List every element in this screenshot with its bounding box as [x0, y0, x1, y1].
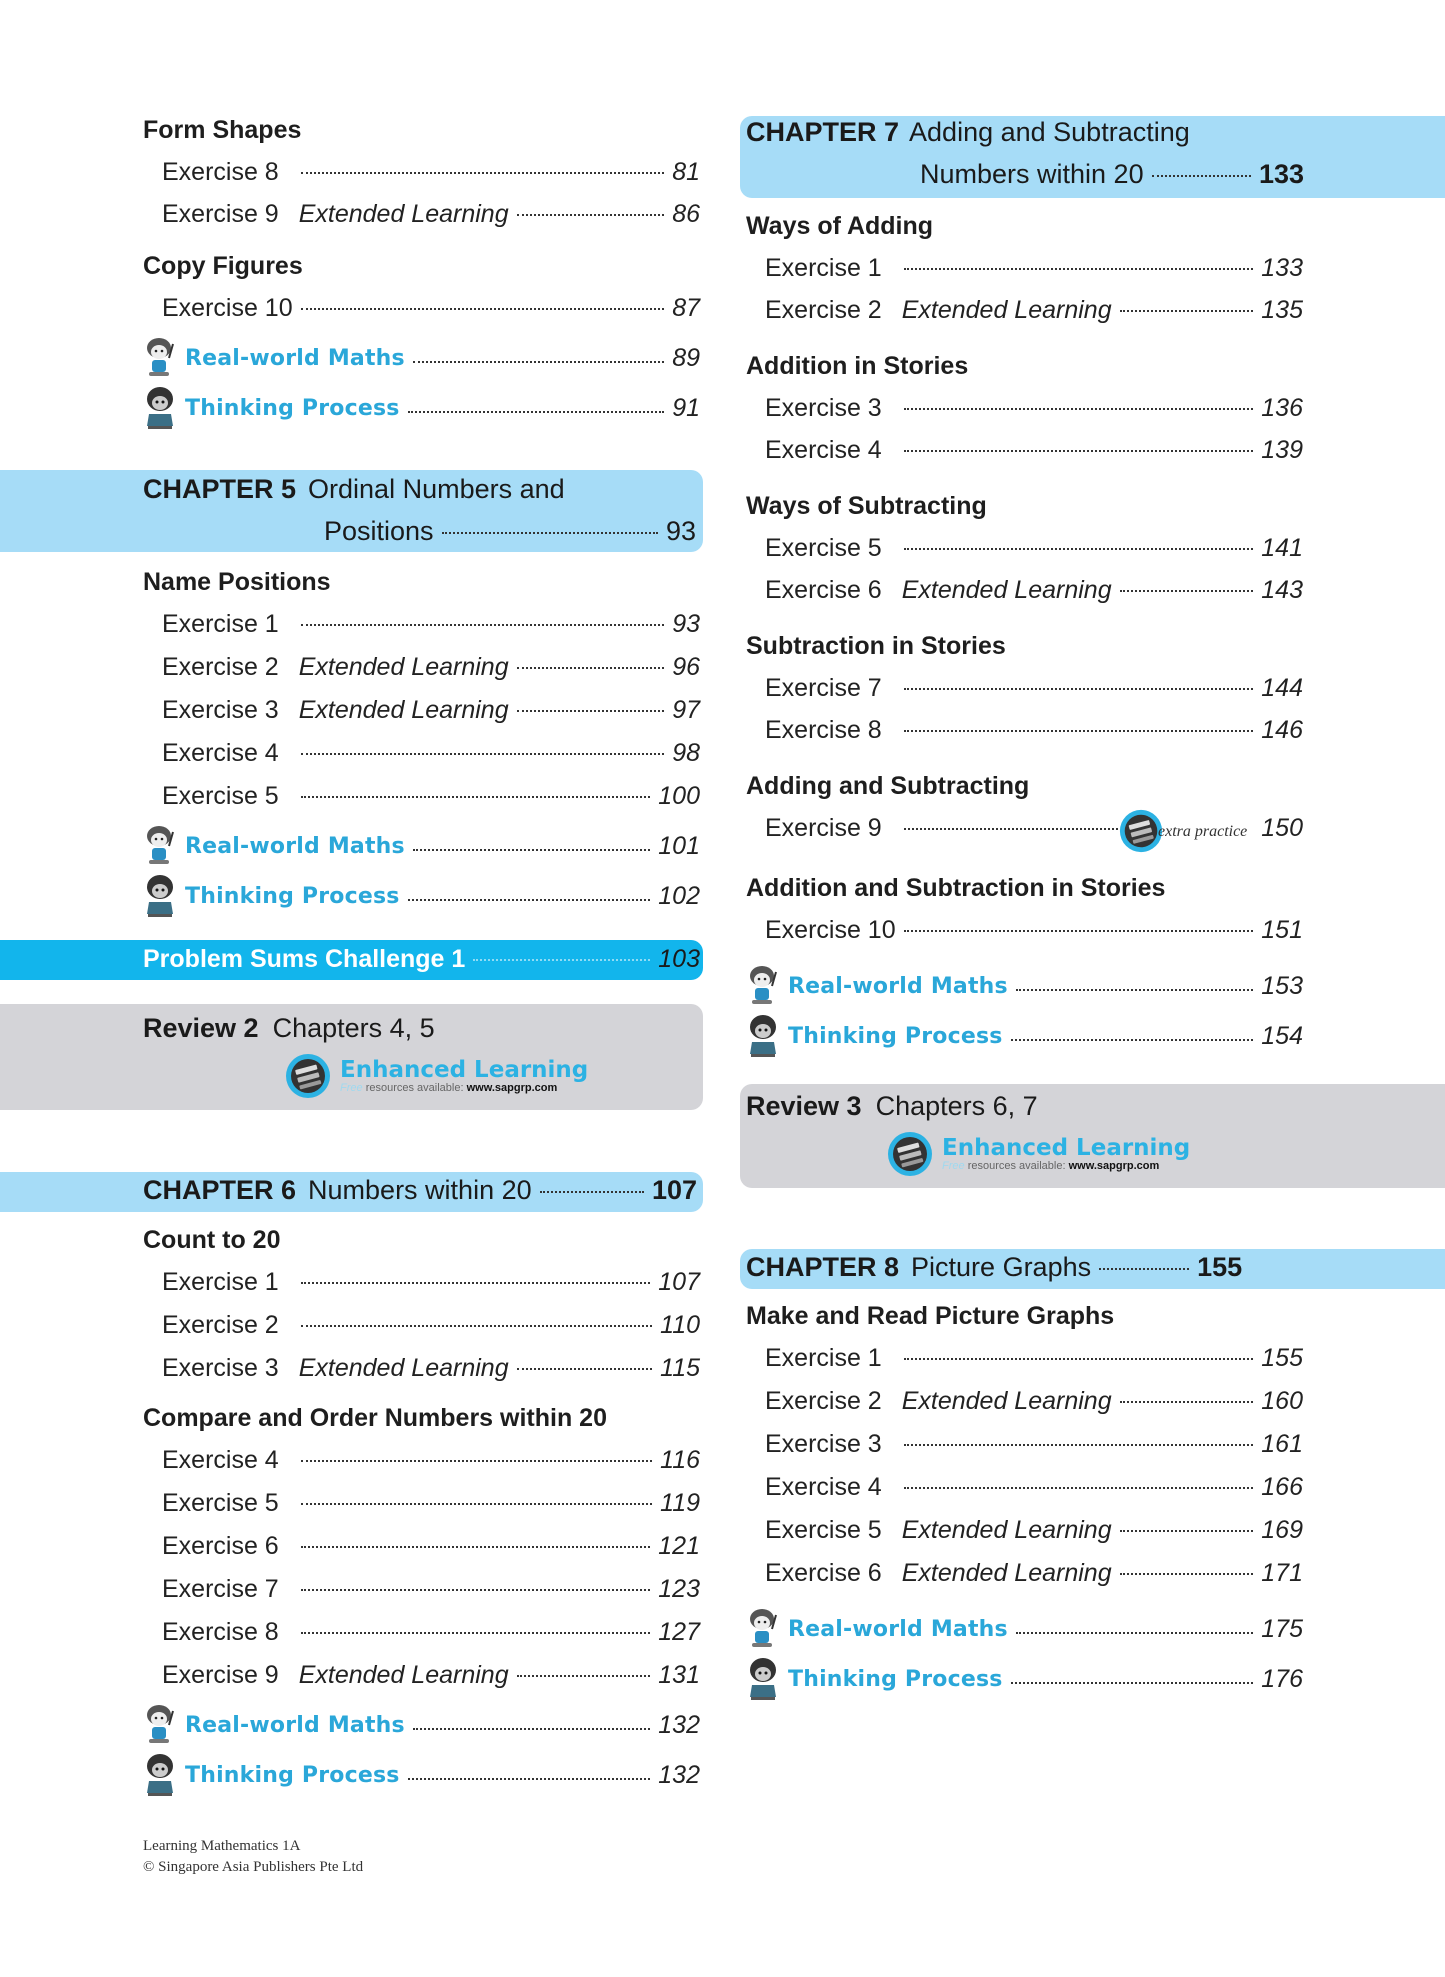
feature-label: Thinking Process: [185, 395, 400, 421]
dot-leader: [1016, 1632, 1253, 1634]
exercise-label: Exercise 1: [765, 1344, 882, 1372]
boy-thinking-icon: [143, 1753, 181, 1797]
page-number: 123: [658, 1575, 700, 1603]
exercise-label: Exercise 6: [765, 576, 882, 604]
dot-leader: [413, 361, 664, 363]
enhanced-learning-icon: [284, 1052, 332, 1100]
page-number: 175: [1261, 1614, 1303, 1643]
exercise-label: Exercise 9: [162, 200, 279, 228]
exercise-label: Exercise 3: [765, 1430, 882, 1458]
chapter-title-cont: Numbers within 20: [920, 159, 1144, 189]
page-number: 151: [1261, 916, 1303, 944]
chapter-title: Ordinal Numbers and: [308, 474, 565, 504]
boy-thinking-icon: [746, 1657, 784, 1701]
toc-entry[interactable]: [765, 1516, 1303, 1550]
chapter-7-title-line2[interactable]: [920, 159, 1304, 190]
page-number: 116: [660, 1446, 700, 1474]
page-number: 97: [672, 696, 700, 724]
dot-leader: [1120, 1573, 1254, 1575]
toc-entry[interactable]: [765, 1559, 1303, 1593]
chapter-5-title-line1[interactable]: [143, 474, 565, 505]
page-number: 121: [658, 1532, 700, 1560]
page-number: 81: [672, 158, 700, 186]
badge-title: Enhanced Learning: [340, 1057, 589, 1083]
problem-sums-challenge-entry[interactable]: [143, 945, 700, 974]
dot-leader: [904, 828, 1118, 830]
page-number: 93: [672, 610, 700, 638]
page-number: 153: [1261, 971, 1303, 1000]
dot-leader: [904, 1358, 1254, 1360]
dot-leader: [904, 688, 1254, 690]
dot-leader: [904, 1487, 1254, 1489]
exercise-label: Exercise 8: [765, 716, 882, 744]
page-number: 160: [1261, 1387, 1303, 1415]
exercise-label: Exercise 6: [162, 1532, 279, 1560]
feature-label: Real-world Maths: [185, 345, 405, 371]
toc-entry[interactable]: [765, 296, 1303, 330]
toc-entry[interactable]: [162, 739, 700, 773]
section-heading-name-positions: Name Positions: [143, 568, 331, 596]
toc-entry[interactable]: [765, 254, 1303, 288]
page-number: 155: [1197, 1252, 1243, 1282]
feature-label: Real-world Maths: [185, 833, 405, 859]
page-number: 144: [1261, 674, 1303, 702]
dot-leader: [904, 268, 1254, 270]
extended-learning-note: Extended Learning: [901, 576, 1112, 604]
page-number: 96: [672, 653, 700, 681]
feature-entry-thinking-process[interactable]: [746, 1659, 1303, 1699]
toc-entry[interactable]: [765, 576, 1303, 610]
exercise-label: Exercise 8: [162, 158, 279, 186]
dot-leader: [301, 308, 665, 310]
dot-leader: [517, 214, 665, 216]
toc-entry[interactable]: [765, 674, 1303, 708]
dot-leader: [301, 1282, 651, 1284]
dot-leader: [904, 408, 1254, 410]
problem-sums-label: Problem Sums Challenge 1: [143, 945, 466, 973]
exercise-label: Exercise 9: [162, 1661, 279, 1689]
dot-leader: [517, 710, 665, 712]
page-number: 146: [1261, 716, 1303, 744]
dot-leader: [1120, 1530, 1254, 1532]
exercise-label: Exercise 2: [162, 653, 279, 681]
toc-entry[interactable]: [162, 1532, 700, 1566]
page-footer: [143, 1836, 363, 1878]
book-title: Learning Mathematics 1A: [143, 1838, 301, 1854]
feature-entry-real-world-maths[interactable]: [746, 966, 1303, 1006]
page-number: 139: [1261, 436, 1303, 464]
dot-leader: [904, 548, 1254, 550]
dot-leader: [1099, 1268, 1189, 1270]
toc-entry[interactable]: [765, 1387, 1303, 1421]
badge-subtitle: Free resources available: www.sapgrp.com: [340, 1082, 558, 1094]
exercise-label: Exercise 5: [162, 782, 279, 810]
review-chapters: Chapters 4, 5: [272, 1013, 435, 1043]
section-heading-addition-subtraction-stories: Addition and Subtraction in Stories: [746, 874, 1166, 902]
page-number: 115: [660, 1354, 700, 1382]
dot-leader: [1016, 989, 1253, 991]
extended-learning-note: Extended Learning: [901, 296, 1112, 324]
page-number: 141: [1261, 534, 1303, 562]
exercise-label: Exercise 2: [765, 1387, 882, 1415]
page-number: 103: [658, 945, 700, 973]
page-number: 119: [660, 1489, 700, 1517]
boy-writing-icon: [143, 824, 181, 868]
exercise-label: Exercise 2: [162, 1311, 279, 1339]
chapter-8-title[interactable]: [746, 1252, 1304, 1283]
enhanced-learning-icon: [886, 1130, 934, 1178]
feature-label: Real-world Maths: [788, 973, 1008, 999]
chapter-label: CHAPTER 7: [746, 117, 900, 147]
chapter-6-title[interactable]: [143, 1175, 697, 1206]
page-number: 150: [1261, 814, 1303, 842]
boy-writing-icon: [143, 1703, 181, 1747]
dot-leader: [301, 1325, 652, 1327]
section-heading-picture-graphs: Make and Read Picture Graphs: [746, 1302, 1115, 1330]
dot-leader: [904, 730, 1254, 732]
toc-entry[interactable]: [765, 1473, 1303, 1507]
toc-entry[interactable]: [162, 1268, 700, 1302]
exercise-label: Exercise 5: [765, 534, 882, 562]
toc-entry[interactable]: [765, 814, 1303, 848]
dot-leader: [1152, 175, 1251, 177]
toc-entry[interactable]: [765, 1344, 1303, 1378]
toc-entry[interactable]: [765, 1430, 1303, 1464]
feature-entry-real-world-maths[interactable]: [143, 826, 700, 866]
page-number: 91: [672, 393, 700, 422]
feature-label: Real-world Maths: [185, 1712, 405, 1738]
chapter-7-title-line1[interactable]: [746, 117, 1190, 148]
section-heading-count-to-20: Count to 20: [143, 1226, 281, 1254]
chapter-title: Adding and Subtracting: [909, 117, 1190, 147]
chapter-title: Picture Graphs: [911, 1252, 1092, 1282]
boy-writing-icon: [143, 336, 181, 380]
page-number: 107: [658, 1268, 700, 1296]
toc-entry[interactable]: [162, 1575, 700, 1609]
page-number: 133: [1261, 254, 1303, 282]
feature-label: Thinking Process: [788, 1666, 1003, 1692]
page-number: 176: [1261, 1664, 1303, 1693]
toc-entry[interactable]: [162, 696, 700, 730]
exercise-label: Exercise 8: [162, 1618, 279, 1646]
feature-entry-thinking-process[interactable]: [143, 1755, 700, 1795]
toc-entry[interactable]: [162, 158, 700, 192]
review-chapters: Chapters 6, 7: [875, 1091, 1038, 1121]
toc-entry[interactable]: [162, 610, 700, 644]
exercise-label: Exercise 7: [765, 674, 882, 702]
exercise-label: Exercise 9: [765, 814, 882, 842]
dot-leader: [904, 930, 1254, 932]
dot-leader: [473, 959, 650, 961]
toc-entry[interactable]: [162, 782, 700, 816]
feature-label: Thinking Process: [185, 1762, 400, 1788]
review-2-title[interactable]: [143, 1013, 435, 1044]
toc-entry[interactable]: [162, 1661, 700, 1695]
review-3-title[interactable]: [746, 1091, 1038, 1122]
badge-title: Enhanced Learning: [942, 1135, 1191, 1161]
toc-entry[interactable]: [162, 200, 700, 234]
exercise-label: Exercise 2: [765, 296, 882, 324]
extended-learning-note: Extended Learning: [298, 653, 509, 681]
page-number: 132: [658, 1710, 700, 1739]
dot-leader: [301, 1632, 651, 1634]
page-number: 143: [1261, 576, 1303, 604]
exercise-label: Exercise 3: [162, 696, 279, 724]
dot-leader: [301, 172, 664, 174]
extra-practice-label: extra practice: [1157, 823, 1248, 840]
toc-entry[interactable]: [765, 916, 1303, 950]
exercise-label: Exercise 10: [162, 294, 293, 322]
exercise-label: Exercise 3: [765, 394, 882, 422]
toc-entry[interactable]: [162, 1446, 700, 1480]
exercise-label: Exercise 4: [765, 436, 882, 464]
feature-label: Real-world Maths: [788, 1616, 1008, 1642]
toc-entry[interactable]: [162, 1354, 700, 1388]
dot-leader: [904, 1444, 1254, 1446]
page-number: 107: [651, 1175, 697, 1205]
page-number: 101: [658, 831, 700, 860]
dot-leader: [517, 1368, 653, 1370]
section-heading-copy-figures: Copy Figures: [143, 252, 303, 280]
page-number: 131: [658, 1661, 700, 1689]
chapter-title-cont: Positions: [324, 516, 434, 546]
page-number: 89: [672, 343, 700, 372]
boy-thinking-icon: [143, 386, 181, 430]
page-number: 127: [658, 1618, 700, 1646]
feature-entry-real-world-maths[interactable]: [746, 1609, 1303, 1649]
section-heading-addition-in-stories: Addition in Stories: [746, 352, 969, 380]
page-number: 166: [1261, 1473, 1303, 1501]
boy-writing-icon: [746, 964, 784, 1008]
feature-label: Thinking Process: [185, 883, 400, 909]
review-label: Review 3: [746, 1091, 862, 1121]
section-heading-form-shapes: Form Shapes: [143, 116, 302, 144]
exercise-label: Exercise 4: [162, 1446, 279, 1474]
boy-writing-icon: [746, 1607, 784, 1651]
exercise-label: Exercise 1: [765, 254, 882, 282]
extended-learning-note: Extended Learning: [901, 1559, 1112, 1587]
boy-thinking-icon: [143, 874, 181, 918]
section-heading-ways-of-adding: Ways of Adding: [746, 212, 934, 240]
toc-entry[interactable]: [765, 436, 1303, 470]
extended-learning-note: Extended Learning: [298, 696, 509, 724]
dot-leader: [301, 624, 664, 626]
toc-entry[interactable]: [162, 1618, 700, 1652]
page-number: 136: [1261, 394, 1303, 422]
page-number: 132: [658, 1760, 700, 1789]
exercise-label: Exercise 5: [765, 1516, 882, 1544]
exercise-label: Exercise 4: [162, 739, 279, 767]
page-number: 100: [658, 782, 700, 810]
feature-entry-real-world-maths[interactable]: [143, 1705, 700, 1745]
chapter-label: CHAPTER 6: [143, 1175, 297, 1205]
page-number: 110: [660, 1311, 700, 1339]
exercise-label: Exercise 7: [162, 1575, 279, 1603]
toc-entry[interactable]: [765, 394, 1303, 428]
dot-leader: [1120, 310, 1254, 312]
chapter-label: CHAPTER 8: [746, 1252, 900, 1282]
dot-leader: [517, 667, 665, 669]
extended-learning-note: Extended Learning: [901, 1516, 1112, 1544]
enhanced-learning-badge[interactable]: [886, 1130, 1190, 1178]
dot-leader: [301, 796, 651, 798]
dot-leader: [1011, 1039, 1254, 1041]
page-number: 93: [665, 516, 696, 546]
badge-subtitle: Free resources available: www.sapgrp.com: [942, 1160, 1160, 1172]
section-heading-ways-of-subtracting: Ways of Subtracting: [746, 492, 987, 520]
dot-leader: [1120, 590, 1254, 592]
exercise-label: Exercise 6: [765, 1559, 882, 1587]
exercise-label: Exercise 1: [162, 1268, 279, 1296]
feature-label: Thinking Process: [788, 1023, 1003, 1049]
dot-leader: [408, 1778, 651, 1780]
extended-learning-note: Extended Learning: [298, 1354, 509, 1382]
page-number: 87: [672, 294, 700, 322]
feature-entry-thinking-process[interactable]: [143, 388, 700, 428]
feature-entry-thinking-process[interactable]: [746, 1016, 1303, 1056]
dot-leader: [517, 1675, 651, 1677]
dot-leader: [301, 1460, 652, 1462]
dot-leader: [301, 1546, 651, 1548]
chapter-5-title-line2[interactable]: [324, 516, 696, 547]
chapter-title: Numbers within 20: [308, 1175, 532, 1205]
toc-entry[interactable]: [162, 653, 700, 687]
chapter-label: CHAPTER 5: [143, 474, 297, 504]
extended-learning-note: Extended Learning: [901, 1387, 1112, 1415]
badge-url[interactable]: www.sapgrp.com: [466, 1082, 558, 1094]
dot-leader: [408, 411, 665, 413]
dot-leader: [301, 1589, 651, 1591]
page-number: 102: [658, 881, 700, 910]
dot-leader: [1011, 1682, 1254, 1684]
dot-leader: [904, 450, 1254, 452]
page-number: 169: [1261, 1516, 1303, 1544]
dot-leader: [442, 532, 658, 534]
section-heading-adding-and-subtracting: Adding and Subtracting: [746, 772, 1030, 800]
page-number: 98: [672, 739, 700, 767]
section-heading-subtraction-in-stories: Subtraction in Stories: [746, 632, 1006, 660]
toc-entry[interactable]: [765, 716, 1303, 750]
dot-leader: [301, 753, 664, 755]
copyright-notice: © Singapore Asia Publishers Pte Ltd: [143, 1859, 364, 1875]
exercise-label: Exercise 4: [765, 1473, 882, 1501]
page-number: 171: [1261, 1559, 1303, 1587]
exercise-label: Exercise 5: [162, 1489, 279, 1517]
toc-entry[interactable]: [162, 294, 700, 328]
badge-url[interactable]: www.sapgrp.com: [1068, 1160, 1160, 1172]
exercise-label: Exercise 3: [162, 1354, 279, 1382]
exercise-label: Exercise 1: [162, 610, 279, 638]
review-label: Review 2: [143, 1013, 259, 1043]
extended-learning-note: Extended Learning: [298, 200, 509, 228]
dot-leader: [1120, 1401, 1254, 1403]
page-number: 161: [1261, 1430, 1303, 1458]
toc-entry[interactable]: [765, 534, 1303, 568]
toc-entry[interactable]: [162, 1311, 700, 1345]
enhanced-learning-badge[interactable]: [284, 1052, 588, 1100]
boy-thinking-icon: [746, 1014, 784, 1058]
dot-leader: [540, 1191, 644, 1193]
page-number: 155: [1261, 1344, 1303, 1372]
page-number: 133: [1258, 159, 1304, 189]
page-number: 135: [1261, 296, 1303, 324]
dot-leader: [301, 1503, 652, 1505]
dot-leader: [408, 899, 651, 901]
feature-entry-real-world-maths[interactable]: [143, 338, 700, 378]
feature-entry-thinking-process[interactable]: [143, 876, 700, 916]
dot-leader: [413, 849, 650, 851]
extended-learning-note: Extended Learning: [298, 1661, 509, 1689]
exercise-label: Exercise 10: [765, 916, 896, 944]
section-heading-compare-order: Compare and Order Numbers within 20: [143, 1404, 607, 1432]
dot-leader: [413, 1728, 650, 1730]
toc-entry[interactable]: [162, 1489, 700, 1523]
page-number: 86: [672, 200, 700, 228]
page-number: 154: [1261, 1021, 1303, 1050]
